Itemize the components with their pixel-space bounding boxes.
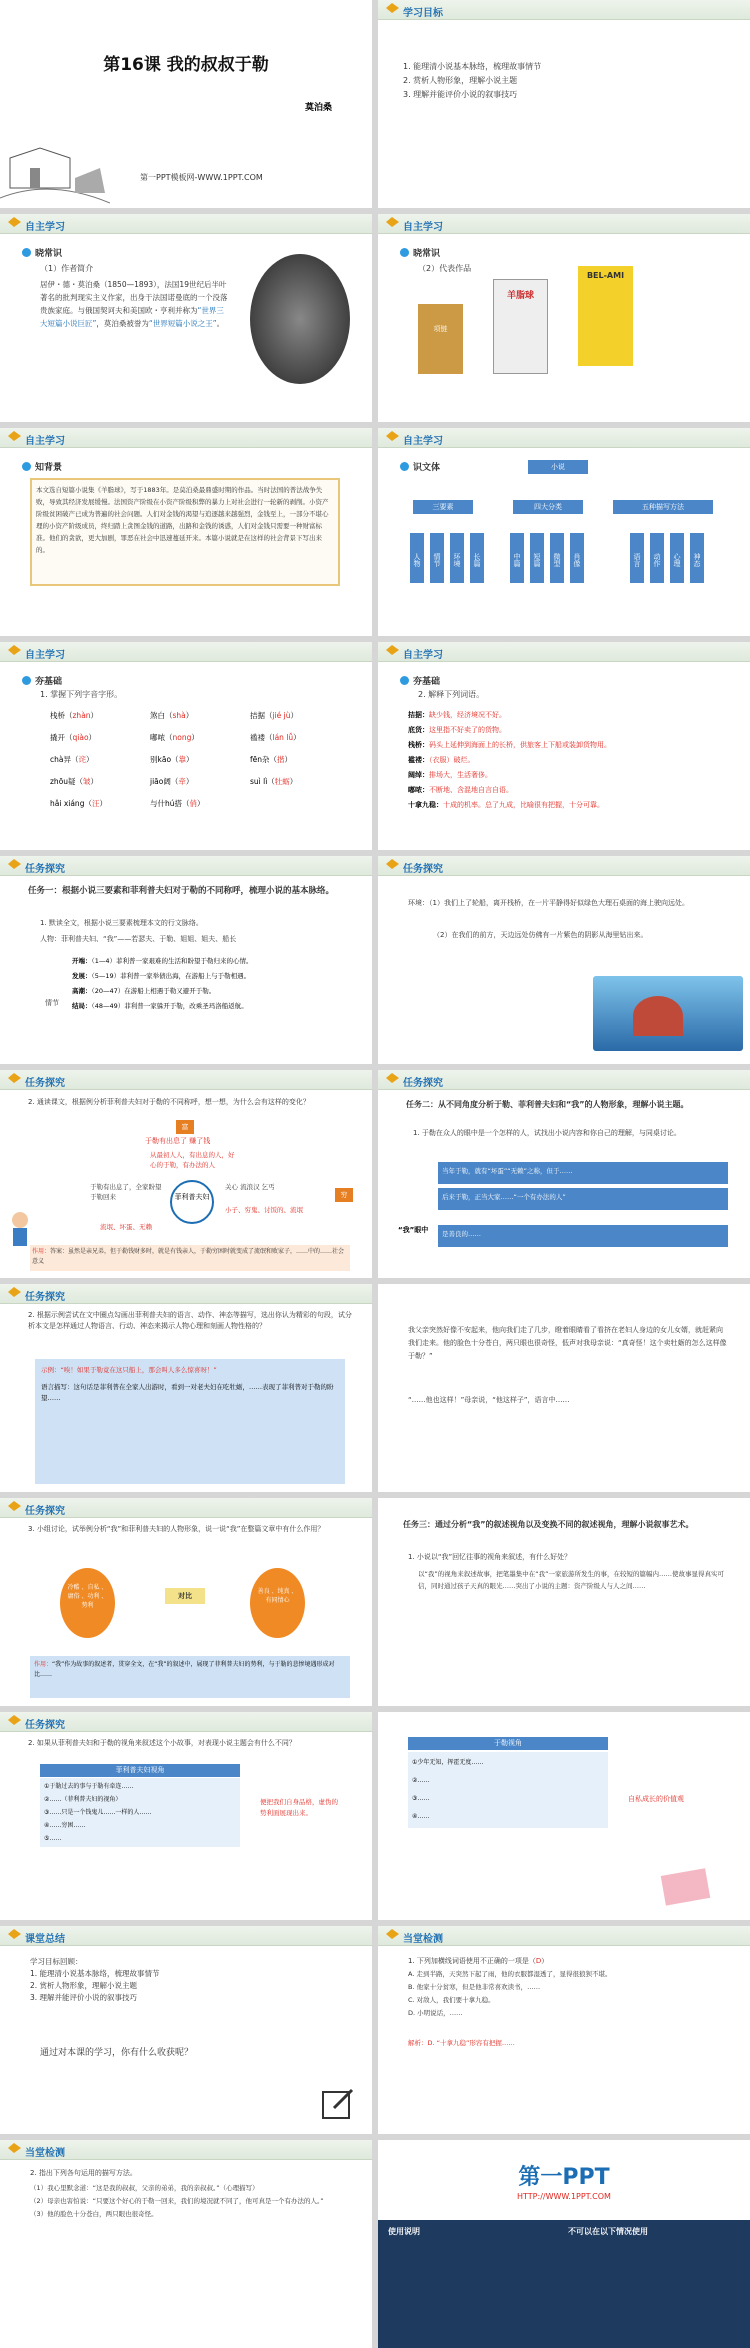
task-question: 2. 如果从菲利普夫妇和于勒的视角来叙述这个小故事，对表现小说主题会有什么不同？ xyxy=(28,1739,296,1747)
contrast-tag: 对比 xyxy=(165,1588,205,1604)
tree-leaf: 神态 xyxy=(690,533,704,583)
slide-header: 任务探究 xyxy=(403,1078,443,1089)
table-row: ③……只是一个钱鬼儿……一样的人…… xyxy=(44,1809,152,1816)
plot-item: 高潮：（20—47）在游船上相遇于勒又避开于勒。 xyxy=(72,987,216,995)
left-names: 流氓、坏蛋、无赖 xyxy=(100,1223,152,1231)
book-icon xyxy=(386,645,399,656)
table-row: ②…… xyxy=(412,1777,430,1784)
table-row: ①于勒过去的事与于勒有牵连…… xyxy=(44,1783,134,1790)
row-box: 当年于勒，就有“坏蛋”“无赖”之称，但于…… xyxy=(438,1162,728,1184)
tree-leaf: 动作 xyxy=(650,533,664,583)
table-row: ⑤…… xyxy=(44,1835,62,1842)
item-label: 1. 掌握下列字音字形。 xyxy=(40,690,123,699)
brand-logo: 第一PPT xyxy=(518,2165,610,2190)
vocab-item: 阔绰：排场大，生活奢侈。 xyxy=(408,771,492,779)
side-note: 自私成长的价值观 xyxy=(628,1795,684,1803)
slide-header: 任务探究 xyxy=(25,1078,65,1089)
goal-list: 1. 能理清小说基本脉络，梳理故事情节 2. 赏析人物形象，理解小说主题 3. 理解并能评价小说的叙事技巧 xyxy=(403,62,542,99)
left-note: 于勒有出息了，全家盼望于勒回来 xyxy=(90,1183,162,1201)
pron-row: hǎi xiáng（汪） 与什hú搭（俏） xyxy=(50,799,205,808)
item-label: 1. 于勒在众人的眼中是一个怎样的人，试找出小说内容和你自己的理解，与同桌讨论。 xyxy=(413,1129,681,1137)
slide-end xyxy=(378,2140,750,2348)
vocab-item: 栈桥：码头上延伸到海面上的长桥，供旅客上下船或装卸货物用。 xyxy=(408,741,611,749)
slide-header: 自主学习 xyxy=(25,650,65,661)
quiz-options: A. 走到半路，天突然下起了雨，他的衣服都湿透了，显得很狼狈不堪。 B. 他家十分贫寒，但是他非常喜欢读书，…… C. 对敌人，我们要十拿九稳。 D. 小明说话，…… xyxy=(408,1970,612,2017)
task-question: 任务一：根据小说三要素和菲利普夫妇对于勒的不同称呼，梳理小说的基本脉络。 xyxy=(28,886,335,896)
poor-tag: 穷 xyxy=(335,1188,353,1202)
slide-header: 课堂总结 xyxy=(25,1934,65,1945)
slide-summary xyxy=(0,1926,372,2134)
sea-illustration xyxy=(593,976,743,1051)
book-icon xyxy=(386,217,399,228)
pron-row: 撬开（qiào） 嘟哝（nong） 褴褛（lán lǚ） xyxy=(50,733,301,742)
pron-row: zhōu疑（皱） jiāo阔（牵） suì lì（牡蛎） xyxy=(50,777,298,786)
side-note: 便把我们自身品格，虚伪的势利面展现出来。 xyxy=(260,1798,338,1817)
quiz-question: 1. 下列加横线词语使用不正确的一项是（D） xyxy=(408,1957,549,1965)
vocab-item: 底货：这里指不好卖了的货物。 xyxy=(408,726,506,734)
item-label: 2. 解释下列词语。 xyxy=(418,690,485,699)
book-icon xyxy=(8,1715,21,1726)
tree-node: 四大分类 xyxy=(513,500,583,514)
subheading: 知背景 xyxy=(35,463,63,473)
right-note: 关心 流浪汉 乞丐 xyxy=(225,1183,275,1191)
slide-vocab xyxy=(378,642,750,850)
tree-leaf: 中篇 xyxy=(510,533,524,583)
slide-perspective xyxy=(0,1712,372,1920)
book-icon xyxy=(8,859,21,870)
task-question: 任务二：从不同角度分析于勒、菲利普夫妇和“我”的人物形象，理解小说主题。 xyxy=(406,1100,689,1109)
subheading: 晓常识 xyxy=(413,249,441,259)
book-icon xyxy=(386,1073,399,1084)
tree-leaf: 微型 xyxy=(550,533,564,583)
row-label: “我”眼中 xyxy=(398,1226,429,1234)
people-list: 人物：菲利普夫妇、“我”——若瑟夫、于勒、姐姐、姐夫、船长 xyxy=(40,935,237,943)
slide-quiz2 xyxy=(0,2140,372,2348)
slide-task3 xyxy=(378,1498,750,1706)
slide-header: 任务探究 xyxy=(25,1720,65,1731)
reflection-question: 通过对本课的学习，你有什么收获呢？ xyxy=(40,2048,194,2058)
book-icon xyxy=(8,2143,21,2154)
tree-leaf: 长篇 xyxy=(470,533,484,583)
vocab-item: 十拿九稳：十成的机率。总了九成，比喻很有把握，十分可靠。 xyxy=(408,801,604,809)
table-row: ①少年无知，挥霍无度…… xyxy=(412,1759,484,1766)
lesson-title: 第16课 我的叔叔于勒 xyxy=(103,55,269,75)
slide-header: 当堂检测 xyxy=(403,1934,443,1945)
excerpt: 我父亲突然好像不安起来，他向我们走了几步，瞪着眼睛看了看挤在老妇人身边的女儿女婿，就赶紧向我们走来。他的脸色十分苍白，两只眼也很奇怪，低声对我母亲说：“真奇怪！这个卖牡蛎的怎么这样像于勒？” xyxy=(408,1326,727,1360)
vocab-item: 褴褛：（衣服）破烂。 xyxy=(408,756,475,764)
tree-leaf: 心理 xyxy=(670,533,684,583)
plot-item: 结局：（48—49）菲利普一家躲开于勒，改乘圣玛洛船返航。 xyxy=(72,1002,248,1010)
table-row: ④……穷困…… xyxy=(44,1822,86,1829)
slide-background xyxy=(0,428,372,636)
slide-works xyxy=(378,214,750,422)
subheading: 夯基础 xyxy=(35,677,63,687)
excerpt: “……他也这样！”母亲说，“他这样子”，语言中…… xyxy=(408,1396,570,1404)
quiz-items: （1）我心里默念道：“这是我的叔叔，父亲的弟弟，我的亲叔叔。”（心理描写） （2）母亲也害怕说：“只要这个好心的于勒一回来，我们的境况就不同了，他可真是一个有办法的人。” （3）他的脸色十分苍白，两只眼也很奇怪。 xyxy=(30,2184,324,2218)
book-icon xyxy=(8,1287,21,1298)
plot-item: 发展：（5—19）菲利普一家举债出海，在游船上与于勒相遇。 xyxy=(72,972,251,980)
item-label: （1）作者简介 xyxy=(40,264,94,273)
slide-header: 任务探究 xyxy=(403,864,443,875)
book-icon xyxy=(386,859,399,870)
slide-description xyxy=(0,1284,372,1492)
slide-goals xyxy=(378,0,750,208)
env-text: 环境：（1）我们上了轮船，离开栈桥，在一片平静得好似绿色大理石桌面的海上驶向远处。 xyxy=(408,899,689,907)
row-box: 后来于勒，正当大家……“一个有办法的人” xyxy=(438,1188,728,1210)
info-panel xyxy=(378,2220,750,2348)
row-box: 是善良的…… xyxy=(438,1225,728,1247)
author-bio: 居伊・德・莫泊桑（1850—1893），法国19世纪后半叶著名的批判现实主义作家，出身于法国诺曼底的一个没落贵族家庭。与俄国契诃夫和美国欧・亨利并称为“世界三大短篇小说巨匠”，莫泊桑被誉为“世界短篇小说之王”。 xyxy=(40,280,228,328)
tree-root: 小说 xyxy=(528,460,588,474)
tree-leaf: 肖像 xyxy=(570,533,584,583)
slide-header: 学习目标 xyxy=(403,8,443,19)
info-title: 不可以在以下情况使用 xyxy=(568,2227,648,2236)
book-icon xyxy=(8,1929,21,1940)
book-icon xyxy=(386,431,399,442)
vocab-item: 嘟哝：不断地、含混地自言自语。 xyxy=(408,786,513,794)
author-name: 莫泊桑 xyxy=(304,103,332,113)
wealth-tag: 富 xyxy=(176,1120,194,1134)
tree-node: 五种描写方法 xyxy=(613,500,713,514)
summary-list: 学习目标回顾： 1. 能理清小说基本脉络，梳理故事情节 2. 赏析人物形象，理解小说主题 3. 理解并能评价小说的叙事技巧 xyxy=(30,1957,160,2002)
item-label: 1. 默读全文，根据小说三要素梳理本文的行文脉络。 xyxy=(40,919,203,927)
book-icon xyxy=(8,1501,21,1512)
subheading: 晓常识 xyxy=(35,249,63,259)
slide-perspective2 xyxy=(378,1712,750,1920)
left-oval: 冷酷 、自私 、庸俗 、功利 、势利 xyxy=(60,1568,115,1638)
book-icon xyxy=(8,645,21,656)
example-box: 示例：“唉！如果于勒竟在这只船上，那会叫人多么惊喜呀！” 语言描写：这句话是菲利普在全家人出游时，看到一对老夫妇在吃牡蛎，……表现了菲利普对于勒的盼望…… xyxy=(35,1359,345,1484)
quiz-question: 2. 指出下列各句运用的描写方法。 xyxy=(30,2169,137,2177)
slide-text xyxy=(378,1284,750,1492)
book-icon xyxy=(8,1073,21,1084)
slide-pronunciation xyxy=(0,642,372,850)
slide-header: 当堂检测 xyxy=(25,2148,65,2159)
subheading: 夯基础 xyxy=(413,677,441,687)
author-portrait xyxy=(250,254,350,384)
slide-header: 自主学习 xyxy=(25,436,65,447)
answer-box: 作用：“我”作为故事的叙述者，贯穿全文，在“我”的叙述中，展现了菲利普夫妇的势利，与于勒的悲惨境遇形成对比…… xyxy=(30,1656,350,1698)
pron-row: chà异（诧） 别kāo（靠） fēn杂（揩） xyxy=(50,755,293,764)
plot-label: 情节 xyxy=(45,999,59,1007)
slide-header: 任务探究 xyxy=(25,1292,65,1303)
tree-leaf: 语言 xyxy=(630,533,644,583)
book-cover: 项链 xyxy=(418,304,463,374)
book-icon xyxy=(386,1929,399,1940)
tree-node: 三要素 xyxy=(413,500,473,514)
tree-leaf: 情节 xyxy=(430,533,444,583)
slide-header: 自主学习 xyxy=(25,222,65,233)
book-icon xyxy=(386,3,399,14)
table-title: 菲利普夫妇视角 xyxy=(40,1764,240,1777)
answer-text: 以“我”的视角来叙述故事，把笔墨集中在“我”一家旅游所发生的事，在较短的篇幅内……使故事显得真实可信，同时通过孩子天真的眼光……突出了小说的主题：资产阶级人与人之间…… xyxy=(418,1570,724,1590)
center-circle: 菲利普夫妇 xyxy=(170,1180,214,1224)
plot-item: 开端：（1—4）菲利普一家艰难的生活和盼望于勒归来的心情。 xyxy=(72,957,253,965)
table-row: ③…… xyxy=(412,1795,430,1802)
tree-leaf: 环境 xyxy=(450,533,464,583)
answer-box: 作用：答案：虽然是亲兄弟，但于勒钱财多时，就是有钱亲人，于勒穷困时就变成了流氓和败家子，……中的……社会意义 xyxy=(30,1245,350,1271)
slide-header: 自主学习 xyxy=(403,222,443,233)
slide-task2 xyxy=(378,1070,750,1278)
rich-note: 于勒有出息了 赚了钱 xyxy=(145,1137,211,1145)
book-icon xyxy=(8,431,21,442)
boy-icon xyxy=(5,1210,35,1250)
slide-task1 xyxy=(0,856,372,1064)
slide-header: 自主学习 xyxy=(403,436,443,447)
slide-quiz1 xyxy=(378,1926,750,2134)
site-label: 第一PPT模板网-WWW.1PPT.COM xyxy=(140,173,263,182)
book-icon xyxy=(8,217,21,228)
brand-url[interactable]: HTTP://WWW.1PPT.COM xyxy=(517,2192,611,2201)
right-names: 小子、穷鬼、讨饭的、流氓 xyxy=(225,1206,303,1214)
pron-row: 栈桥（zhàn） 煞白（shà） 拮据（jié jù） xyxy=(50,711,299,720)
slide-contrast xyxy=(0,1498,372,1706)
slide-author xyxy=(0,214,372,422)
notebook-icon xyxy=(658,1862,718,1907)
quiz-explain: 解析：D. “十拿九稳”形容有把握…… xyxy=(408,2039,515,2047)
env-text: （2）在我们的前方，天边远处仿佛有一片紫色的阴影从海里钻出来。 xyxy=(433,931,648,939)
info-title: 使用说明 xyxy=(388,2227,420,2236)
slide-header: 任务探究 xyxy=(25,1506,65,1517)
subheading: 识文体 xyxy=(413,463,441,473)
right-oval: 善良 、纯真 、有同情心 xyxy=(250,1568,305,1638)
slide-title xyxy=(0,0,372,208)
item-label: 1. 小说以“我”回忆往事的视角来叙述，有什么好处？ xyxy=(408,1553,572,1561)
table-title: 于勒视角 xyxy=(408,1737,608,1750)
slide-header: 任务探究 xyxy=(25,864,65,875)
slide-header: 自主学习 xyxy=(403,650,443,661)
tree-leaf: 短篇 xyxy=(530,533,544,583)
item-label: （2）代表作品 xyxy=(418,264,472,273)
village-sketch xyxy=(0,118,110,208)
book-cover: 羊脂球 xyxy=(493,279,548,374)
book-cover: BEL-AMI xyxy=(578,266,633,366)
slide-env xyxy=(378,856,750,1064)
table-row: ②……（菲利普夫妇的视角） xyxy=(44,1796,122,1803)
task-question: 2. 根据示例尝试在文中圈点勾画出菲利普夫妇的语言、动作、神态等描写，选出你认为精彩的句段，试分析本文是怎样通过人物语言、行动、神态来揭示人物心理和刻画人物性格的？ xyxy=(28,1311,352,1330)
task-question: 3. 小组讨论，试举例分析“我”和菲利普夫妇的人物形象，说一说“我”在整篇文章中有什么作用？ xyxy=(28,1525,325,1533)
slide-names xyxy=(0,1070,372,1278)
task-question: 2. 通读课文，根据例分析菲利普夫妇对于勒的不同称呼，想一想，为什么会有这样的变化？ xyxy=(28,1098,310,1106)
vocab-item: 拮据：缺少钱，经济境况不好。 xyxy=(408,711,506,719)
tree-leaf: 人物 xyxy=(410,533,424,583)
table-row: ④…… xyxy=(412,1813,430,1820)
task-question: 任务三：通过分析“我”的叙述视角以及变换不同的叙述视角，理解小说叙事艺术。 xyxy=(403,1520,694,1529)
slide-genre xyxy=(378,428,750,636)
background-text: 本文选自短篇小说集《羊脂球》，写于1883年。是莫泊桑最鼎盛时期的作品。当时法国的普法战争失败，导致其经济发展缓慢。法国资产阶级在小资产阶级积弊的暴力上对社会进行一轮新的剥削。小资产阶级贫困破产已成为普遍的社会问题。人们对金钱的渴望与追逐越来越强烈，金钱至上，一部分不堪心理的小资产阶级成员，终归踏上贪图金钱的道路，出路和金钱的诱惑，人们对金钱只需要一种财富标准。他们的贪欲，更大加剧，罪恶在社会中迅速蔓延开来。本篇小说就是在这样的社会背景下写出来的。 xyxy=(30,478,340,586)
edit-icon[interactable] xyxy=(320,2086,356,2122)
rich-names: 从最初人人，有出息的人，好心的于勒，有办法的人 xyxy=(150,1151,235,1169)
